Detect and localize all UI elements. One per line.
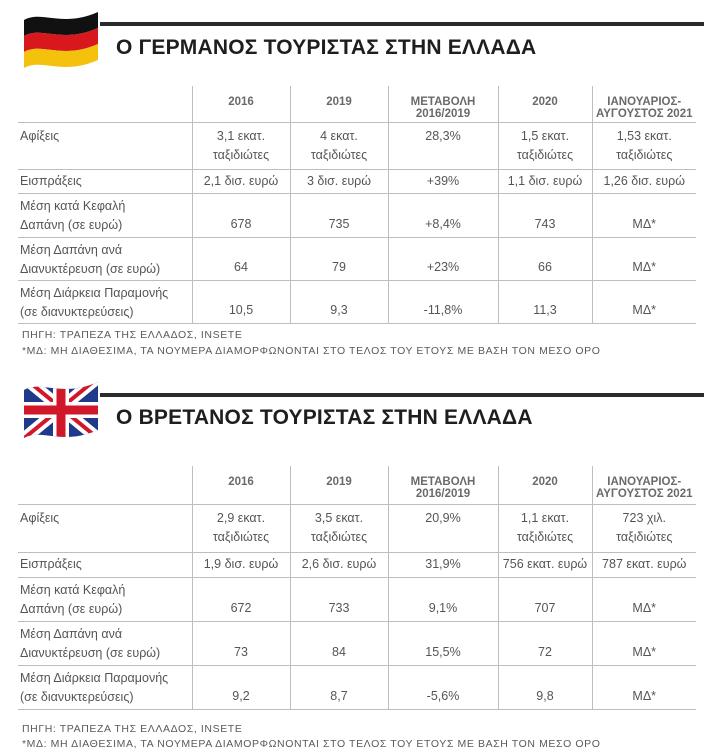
british-cell: 72	[498, 621, 592, 665]
british-cell: 9,1%	[388, 577, 498, 621]
british-row-per-capita	[18, 577, 696, 621]
british-cell: 1,9 δισ. ευρώ	[192, 552, 290, 577]
british-header-row	[18, 466, 696, 504]
german-cell: 1,1 δισ. ευρώ	[498, 169, 592, 193]
british-cell: 756 εκατ. ευρώ	[498, 552, 592, 577]
british-header-change: ΜΕΤΑΒΟΛΗ 2016/2019	[388, 466, 498, 504]
german-header-change: ΜΕΤΑΒΟΛΗ 2016/2019	[388, 86, 498, 122]
british-label-arrivals: Αφίξεις	[18, 504, 192, 552]
german-label-stay: Μέση Διάρκεια Παραμονής (σε διανυκτερεύσεις)	[18, 280, 192, 323]
german-header-2019: 2019	[290, 86, 388, 122]
british-header-2016: 2016	[192, 466, 290, 504]
german-row-per-night	[18, 237, 696, 280]
german-cell: +39%	[388, 169, 498, 193]
british-label-per-capita: Μέση κατά Κεφαλή Δαπάνη (σε ευρώ)	[18, 577, 192, 621]
german-title: Ο ΓΕΡΜΑΝΟΣ ΤΟΥΡΙΣΤΑΣ ΣΤΗΝ ΕΛΛΑΔΑ	[116, 36, 537, 59]
german-row-per-capita	[18, 193, 696, 237]
german-cell: 4 εκατ. ταξιδιώτες	[290, 122, 388, 169]
german-cell: 1,26 δισ. ευρώ	[592, 169, 696, 193]
german-source: ΠΗΓΗ: ΤΡΑΠΕΖΑ ΤΗΣ ΕΛΛΑΔΟΣ, INSETE	[22, 329, 243, 341]
german-header-row	[18, 86, 696, 122]
germany-flag-icon	[22, 6, 100, 70]
british-cell: 20,9%	[388, 504, 498, 552]
british-cell: 2,9 εκατ. ταξιδιώτες	[192, 504, 290, 552]
british-cell: 84	[290, 621, 388, 665]
british-cell: 8,7	[290, 665, 388, 709]
german-cell: 10,5	[192, 280, 290, 323]
german-row-arrivals	[18, 122, 696, 169]
british-row-arrivals	[18, 504, 696, 552]
german-header-2016: 2016	[192, 86, 290, 122]
german-label-per-night: Μέση Δαπάνη ανά Διανυκτέρευση (σε ευρώ)	[18, 237, 192, 280]
british-header-2019: 2019	[290, 466, 388, 504]
british-cell: 723 χιλ. ταξιδιώτες	[592, 504, 696, 552]
british-header-label	[18, 466, 192, 504]
british-title: Ο ΒΡΕΤΑΝΟΣ ΤΟΥΡΙΣΤΑΣ ΣΤΗΝ ΕΛΛΑΔΑ	[116, 406, 533, 429]
german-cell: 66	[498, 237, 592, 280]
british-cell: 73	[192, 621, 290, 665]
british-section	[0, 372, 714, 755]
german-cell: 743	[498, 193, 592, 237]
german-label-receipts: Εισπράξεις	[18, 169, 192, 193]
german-cell: +23%	[388, 237, 498, 280]
british-cell: 3,5 εκατ. ταξιδιώτες	[290, 504, 388, 552]
british-header-2021: ΙΑΝΟΥΑΡΙΟΣ- ΑΥΓΟΥΣΤΟΣ 2021	[592, 466, 696, 504]
british-row-stay	[18, 665, 696, 709]
german-header-label	[18, 86, 192, 122]
british-cell: 787 εκατ. ευρώ	[592, 552, 696, 577]
british-title-rule	[100, 393, 704, 397]
german-cell: 1,5 εκατ. ταξιδιώτες	[498, 122, 592, 169]
british-footnote: *ΜΔ: ΜΗ ΔΙΑΘΕΣΙΜΑ, ΤΑ ΝΟΥΜΕΡΑ ΔΙΑΜΟΡΦΩΝΟΝΤΑΙ ΣΤΟ ΤΕΛΟΣ ΤΟΥ ΕΤΟΥΣ ΜΕ ΒΑΣΗ ΤΟΝ ΜΕΣΟ ΟΡΟ	[22, 738, 601, 750]
british-cell: ΜΔ*	[592, 621, 696, 665]
british-cell: 707	[498, 577, 592, 621]
german-row-receipts	[18, 169, 696, 193]
german-section	[0, 0, 714, 372]
british-cell: 9,2	[192, 665, 290, 709]
german-cell: -11,8%	[388, 280, 498, 323]
german-cell: 1,53 εκατ. ταξιδιώτες	[592, 122, 696, 169]
british-row-receipts	[18, 552, 696, 577]
british-source: ΠΗΓΗ: ΤΡΑΠΕΖΑ ΤΗΣ ΕΛΛΑΔΟΣ, INSETE	[22, 723, 243, 735]
german-header-2021: ΙΑΝΟΥΑΡΙΟΣ- ΑΥΓΟΥΣΤΟΣ 2021	[592, 86, 696, 122]
german-row-stay	[18, 280, 696, 323]
british-cell: -5,6%	[388, 665, 498, 709]
german-cell: 9,3	[290, 280, 388, 323]
german-cell: 735	[290, 193, 388, 237]
german-cell: ΜΔ*	[592, 237, 696, 280]
german-label-per-capita: Μέση κατά Κεφαλή Δαπάνη (σε ευρώ)	[18, 193, 192, 237]
british-row-per-night	[18, 621, 696, 665]
british-cell: 15,5%	[388, 621, 498, 665]
german-table	[18, 86, 696, 324]
german-cell: 79	[290, 237, 388, 280]
german-cell: 64	[192, 237, 290, 280]
german-cell: 2,1 δισ. ευρώ	[192, 169, 290, 193]
german-cell: 3 δισ. ευρώ	[290, 169, 388, 193]
british-label-stay: Μέση Διάρκεια Παραμονής (σε διανυκτερεύσεις)	[18, 665, 192, 709]
german-cell: ΜΔ*	[592, 193, 696, 237]
german-title-rule	[100, 22, 704, 26]
british-cell: 672	[192, 577, 290, 621]
german-cell: ΜΔ*	[592, 280, 696, 323]
british-cell: 733	[290, 577, 388, 621]
uk-flag-icon	[22, 376, 100, 440]
british-table	[18, 466, 696, 710]
british-header-2020: 2020	[498, 466, 592, 504]
british-cell: 1,1 εκατ. ταξιδιώτες	[498, 504, 592, 552]
british-cell: ΜΔ*	[592, 665, 696, 709]
german-cell: 678	[192, 193, 290, 237]
german-cell: 11,3	[498, 280, 592, 323]
german-footnote: *ΜΔ: ΜΗ ΔΙΑΘΕΣΙΜΑ, ΤΑ ΝΟΥΜΕΡΑ ΔΙΑΜΟΡΦΩΝΟΝΤΑΙ ΣΤΟ ΤΕΛΟΣ ΤΟΥ ΕΤΟΥΣ ΜΕ ΒΑΣΗ ΤΟΝ ΜΕΣΟ ΟΡΟ	[22, 345, 601, 357]
german-cell: +8,4%	[388, 193, 498, 237]
british-cell: 2,6 δισ. ευρώ	[290, 552, 388, 577]
german-cell: 28,3%	[388, 122, 498, 169]
german-label-arrivals: Αφίξεις	[18, 122, 192, 169]
british-label-receipts: Εισπράξεις	[18, 552, 192, 577]
british-label-per-night: Μέση Δαπάνη ανά Διανυκτέρευση (σε ευρώ)	[18, 621, 192, 665]
british-cell: 9,8	[498, 665, 592, 709]
german-cell: 3,1 εκατ. ταξιδιώτες	[192, 122, 290, 169]
british-cell: ΜΔ*	[592, 577, 696, 621]
british-cell: 31,9%	[388, 552, 498, 577]
german-header-2020: 2020	[498, 86, 592, 122]
